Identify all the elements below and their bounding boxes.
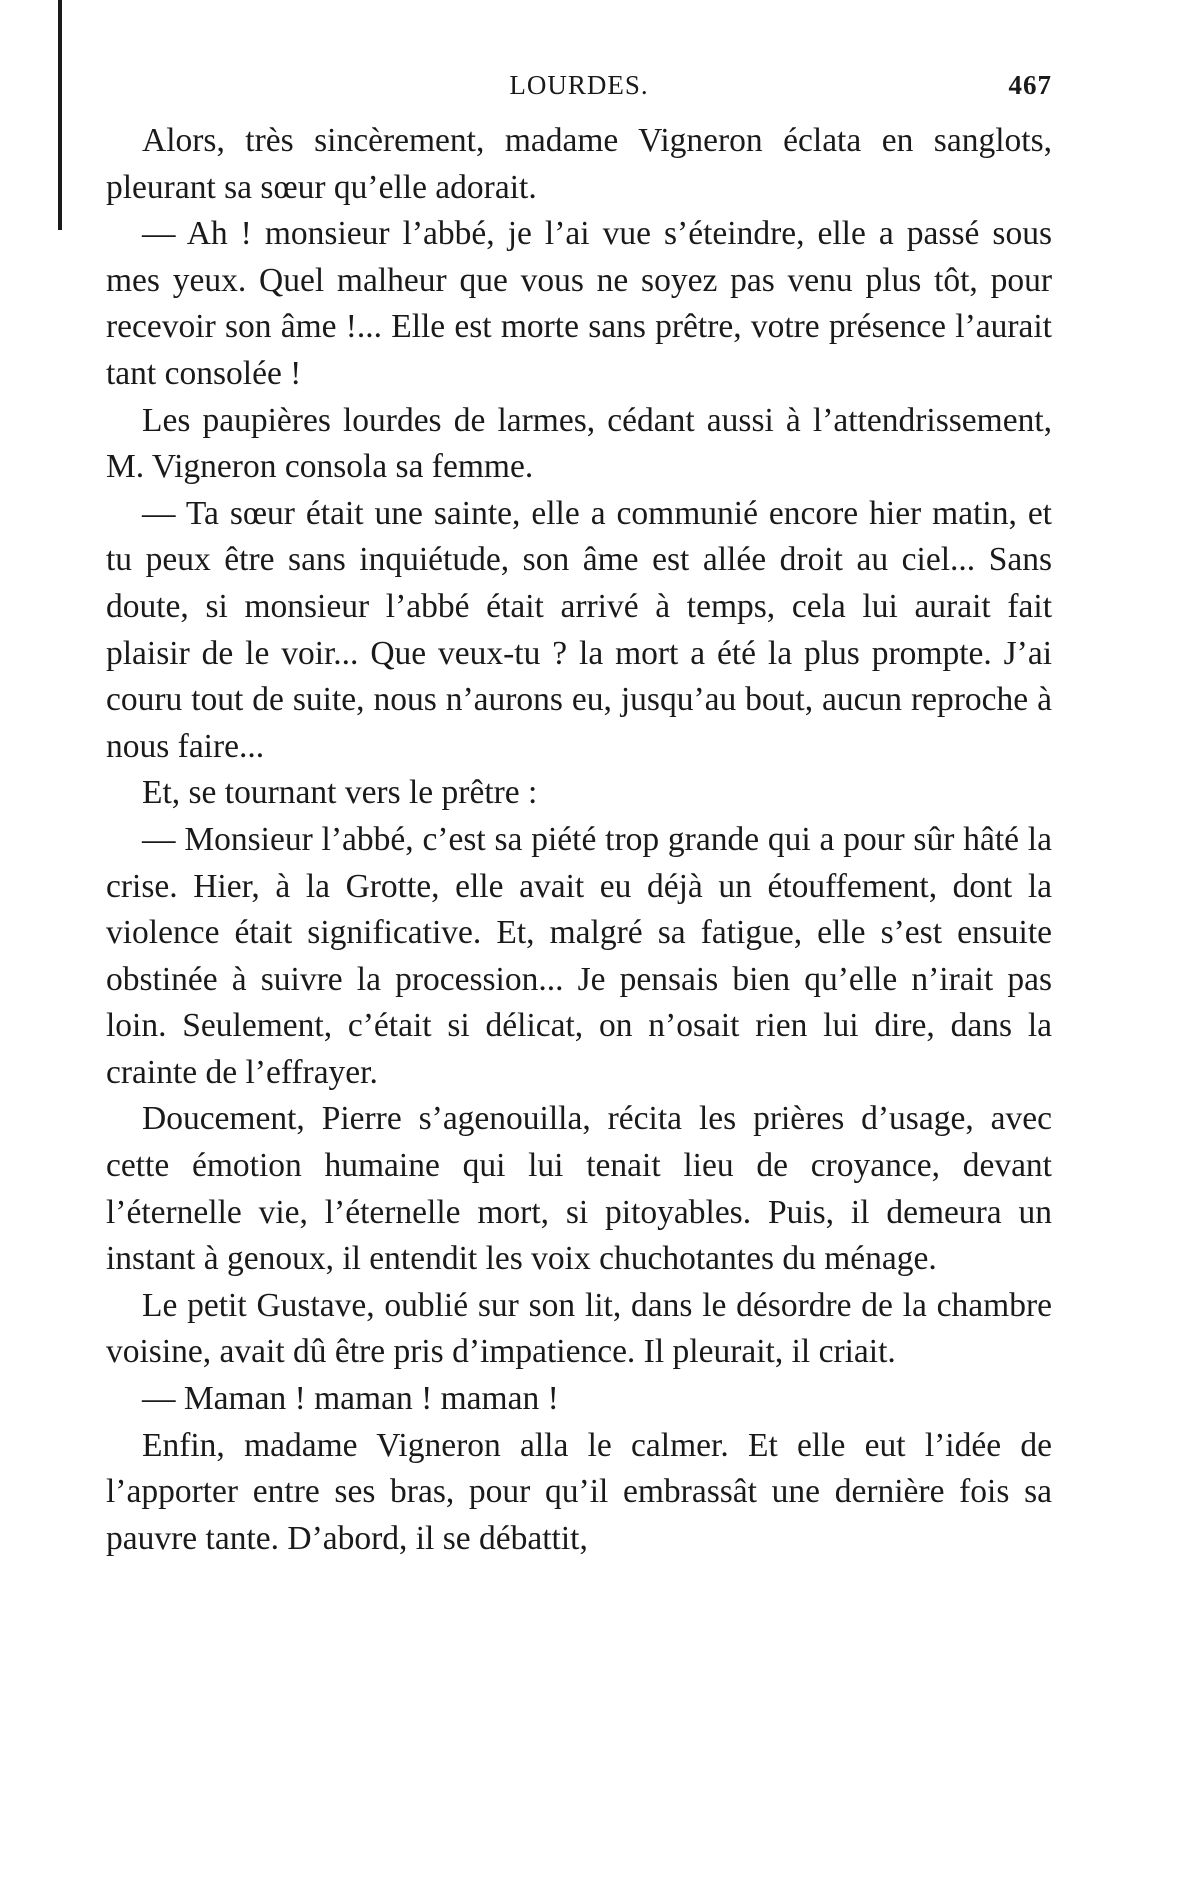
paragraph: — Ta sœur était une sainte, elle a communié encore hier matin, et tu peux être sans inquiétude, son âme est allée droit au ciel... Sans doute, si monsieur l’abbé était arrivé à temps, cela lui aurait fait plaisir de le voir... Que veux-tu ? la mort a été la plus prompte. J’ai couru tout de suite, nous n’aurons eu, jusqu’au bout, aucun reproche à nous faire... xyxy=(106,494,1052,765)
paragraph: Enfin, madame Vigneron alla le calmer. Et elle eut l’idée de l’apporter entre ses bras, pour qu’il embrassât une dernière fois sa pauvre tante. D’abord, il se débattit, xyxy=(106,1426,1052,1557)
running-header xyxy=(106,70,1052,110)
paragraph: Alors, très sincèrement, madame Vigneron éclata en sanglots, pleurant sa sœur qu’elle adorait. xyxy=(106,122,1052,206)
paragraph: — Maman ! maman ! maman ! xyxy=(142,1380,559,1418)
paragraph: — Ah ! monsieur l’abbé, je l’ai vue s’éteindre, elle a passé sous mes yeux. Quel malheur que vous ne soyez pas venu plus tôt, pour recevoir son âme !... Elle est morte sans prêtre, votre présence l’aurait tant consolée ! xyxy=(106,215,1052,392)
book-page xyxy=(106,70,1052,1562)
paragraph: — Monsieur l’abbé, c’est sa piété trop grande qui a pour sûr hâté la crise. Hier, à la Grotte, elle avait eu déjà un étouffement, dont la violence était significative. Et, malgré sa fatigue, elle s’est ensuite obstinée à suivre la procession... Je pensais bien qu’elle n’irait pas loin. Seulement, c’était si délicat, on n’osait rien lui dire, dans la crainte de l’effrayer. xyxy=(106,820,1052,1091)
running-title: LOURDES. xyxy=(509,70,649,100)
page-number: 467 xyxy=(1008,70,1052,100)
page-body xyxy=(106,118,1052,1562)
paragraph: Doucement, Pierre s’agenouilla, récita les prières d’usage, avec cette émotion humaine qui lui tenait lieu de croyance, devant l’éternelle vie, l’éternelle mort, si pitoyables. Puis, il demeura un instant à genoux, il entendit les voix chuchotantes du ménage. xyxy=(106,1100,1052,1278)
paragraph: Les paupières lourdes de larmes, cédant aussi à l’attendrissement, M. Vigneron consola sa femme. xyxy=(106,401,1052,486)
paragraph: Le petit Gustave, oublié sur son lit, dans le désordre de la chambre voisine, avait dû être pris d’impatience. Il pleurait, il criait. xyxy=(106,1286,1052,1371)
paragraph: Et, se tournant vers le prêtre : xyxy=(142,774,538,812)
binding-edge-rule xyxy=(58,0,62,230)
